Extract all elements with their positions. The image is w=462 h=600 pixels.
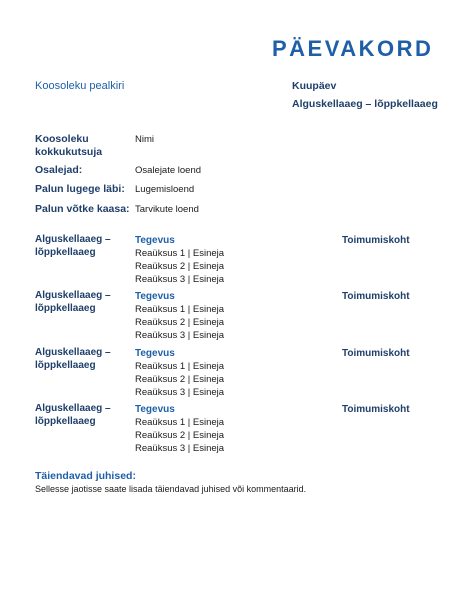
agenda-activity: Tegevus bbox=[135, 348, 175, 359]
agenda-activity: Tegevus bbox=[135, 404, 175, 415]
agenda-time: Alguskellaaeg – lõppkellaaeg bbox=[35, 347, 111, 371]
notes-text: Sellesse jaotisse saate lisada täiendavad juhised või kommentaarid. bbox=[35, 484, 307, 494]
agenda-location: Toimumiskoht bbox=[342, 404, 410, 415]
agenda-item: Reaüksus 2 | Esineja bbox=[135, 261, 225, 272]
agenda-item: Reaüksus 2 | Esineja bbox=[135, 374, 225, 385]
agenda-item: Reaüksus 1 | Esineja bbox=[135, 248, 225, 259]
agenda-item: Reaüksus 1 | Esineja bbox=[135, 417, 225, 428]
organizer-label: Koosoleku kokkukutsuja bbox=[35, 133, 103, 158]
notes-label: Täiendavad juhised: bbox=[35, 470, 136, 482]
agenda-item: Reaüksus 2 | Esineja bbox=[135, 317, 225, 328]
meeting-time: Alguskellaaeg – lõppkellaaeg bbox=[292, 98, 438, 110]
agenda-activity: Tegevus bbox=[135, 235, 175, 246]
agenda-location: Toimumiskoht bbox=[342, 348, 410, 359]
agenda-time: Alguskellaaeg – lõppkellaaeg bbox=[35, 290, 111, 314]
agenda-item: Reaüksus 2 | Esineja bbox=[135, 430, 225, 441]
organizer-value: Nimi bbox=[135, 134, 154, 145]
meeting-date: Kuupäev bbox=[292, 80, 337, 92]
attendees-label: Osalejad: bbox=[35, 164, 83, 176]
agenda-item: Reaüksus 1 | Esineja bbox=[135, 304, 225, 315]
agenda-activity: Tegevus bbox=[135, 291, 175, 302]
agenda-location: Toimumiskoht bbox=[342, 291, 410, 302]
agenda-location: Toimumiskoht bbox=[342, 235, 410, 246]
bring-label: Palun võtke kaasa: bbox=[35, 203, 130, 215]
bring-value: Tarvikute loend bbox=[135, 204, 199, 215]
agenda-item: Reaüksus 3 | Esineja bbox=[135, 443, 225, 454]
meeting-title: Koosoleku pealkiri bbox=[35, 80, 125, 92]
agenda-item: Reaüksus 3 | Esineja bbox=[135, 387, 225, 398]
agenda-title: PÄEVAKORD bbox=[272, 36, 434, 61]
agenda-item: Reaüksus 3 | Esineja bbox=[135, 274, 225, 285]
attendees-value: Osalejate loend bbox=[135, 165, 202, 176]
reading-label: Palun lugege läbi: bbox=[35, 183, 125, 195]
agenda-time: Alguskellaaeg – lõppkellaaeg bbox=[35, 403, 111, 427]
agenda-item: Reaüksus 3 | Esineja bbox=[135, 330, 225, 341]
agenda-time: Alguskellaaeg – lõppkellaaeg bbox=[35, 234, 111, 258]
reading-value: Lugemisloend bbox=[135, 184, 195, 195]
agenda-item: Reaüksus 1 | Esineja bbox=[135, 361, 225, 372]
